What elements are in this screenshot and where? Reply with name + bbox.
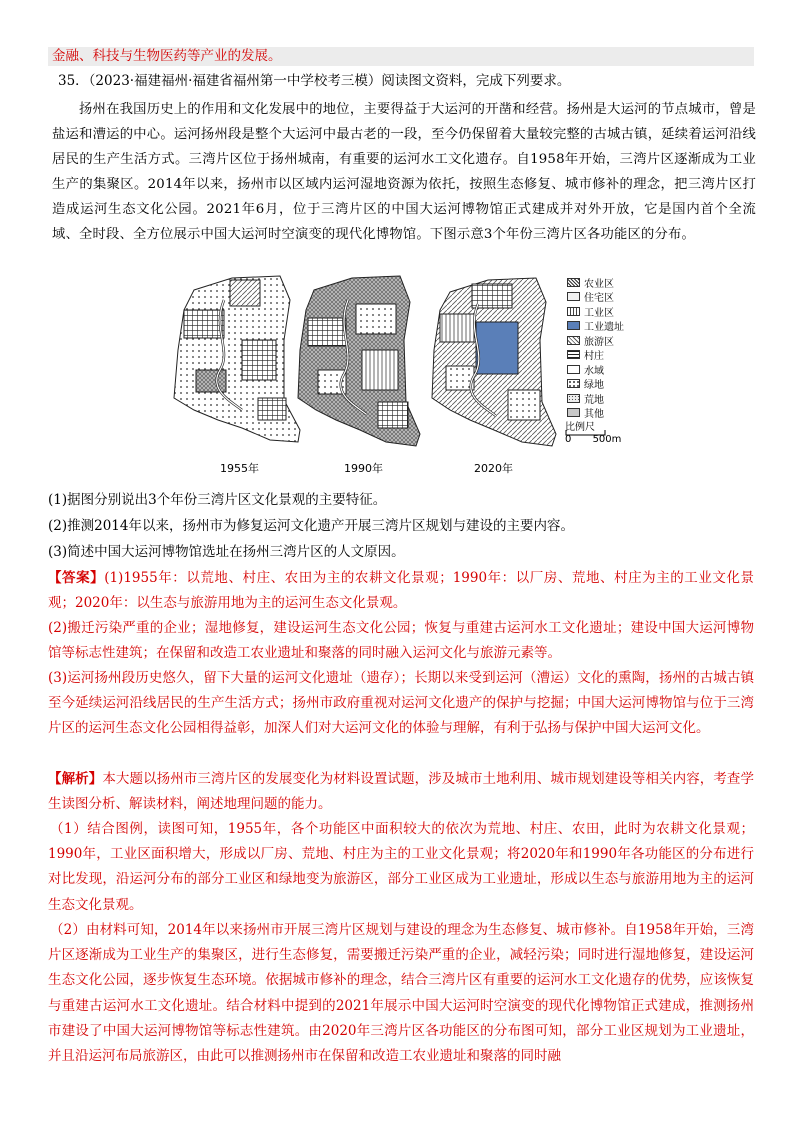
legend-label: 农业区	[584, 278, 614, 290]
sub-question-2: (2)推测2014年以来，扬州市为修复运河文化遗产开展三湾片区规划与建设的主要内容。	[48, 518, 574, 534]
farm-swatch-icon	[567, 278, 580, 287]
village-swatch-icon	[567, 350, 580, 359]
greenland-swatch-icon	[567, 379, 580, 388]
legend-item-wasteland	[567, 391, 657, 406]
answer-3: (3)运河扬州段历史悠久，留下大量的运河文化遗址（遗存）；长期以来受到运河（漕运）文化的熏陶，扬州的古城古镇至今延续运河沿线居民的生产生活方式；扬州市政府重视对运河文化遗产的保护与挖掘；中国大运河博物馆与位于三湾片区的运河生态文化公园相得益彰，加深人们对大运河文化的体验与理解，有利于弘扬与保护中国大运河文化。	[48, 670, 754, 737]
analysis-1: （1）结合图例，读图可知，1955年，各个功能区中面积较大的依次为荒地、村庄、农田，此时为农耕文化景观；1990年，工业区面积增大，形成以厂房、荒地、村庄为主的工业文化景观；将2020年和1990年各功能区的分布进行对比发现，沿运河分布的部分工业区和绿地变为旅游区，部分工业区成为工业遗址，形成以生态与旅游用地为主的运河生态文化景观。	[48, 821, 754, 913]
legend-label: 其他	[584, 409, 604, 421]
sub-question-1: (1)据图分别说出3个年份三湾片区文化景观的主要特征。	[48, 492, 387, 508]
legend-item-village	[567, 348, 657, 363]
industrial-site-swatch-icon	[567, 321, 580, 330]
analysis-intro	[48, 767, 754, 817]
legend-label: 绿地	[584, 380, 604, 392]
analysis-tag: 【解析】	[48, 771, 103, 787]
map-1990	[298, 276, 420, 446]
legend-label: 住宅区	[584, 293, 614, 305]
map-label-2020: 2020年	[474, 462, 513, 475]
map-2020	[432, 278, 556, 446]
legend-item-greenland	[567, 377, 657, 392]
map-legend	[567, 275, 657, 420]
tourism-swatch-icon	[567, 336, 580, 345]
legend-label: 工业遗址	[584, 322, 624, 334]
scale-end: 500m	[592, 434, 622, 445]
scale-line-icon	[565, 430, 645, 436]
other-swatch-icon	[567, 408, 580, 417]
sub-question-3: (3)简述中国大运河博物馆选址在扬州三湾片区的人文原因。	[48, 544, 405, 560]
answer-1-text: (1)1955年：以荒地、村庄、农田为主的农耕文化景观；1990年：以厂房、荒地、村庄为主的工业文化景观；2020年：以生态与旅游用地为主的运河生态文化景观。	[48, 570, 754, 612]
legend-label: 荒地	[584, 394, 604, 406]
legend-label: 水域	[584, 365, 604, 377]
scale-title: 比例尺	[565, 422, 595, 433]
water-swatch-icon	[567, 365, 580, 374]
scale-bar	[565, 418, 622, 445]
map-1955	[174, 276, 300, 442]
question-header: 35．（2023·福建福州·福建省福州第一中学校考三模）阅读图文资料，完成下列要求。	[58, 73, 571, 89]
scale-zero: 0	[565, 434, 572, 445]
answer-tag: 【答案】	[48, 570, 105, 586]
legend-label: 村庄	[584, 351, 604, 363]
legend-item-residential	[567, 290, 657, 305]
wasteland-swatch-icon	[567, 394, 580, 403]
legend-label: 旅游区	[584, 336, 614, 348]
legend-item-farm	[567, 275, 657, 290]
previous-answer-tail: 金融、科技与生物医药等产业的发展。	[48, 47, 754, 66]
legend-item-water	[567, 362, 657, 377]
map-label-1990: 1990年	[344, 462, 383, 475]
answer-1	[48, 566, 754, 616]
answer-2: (2)搬迁污染严重的企业；湿地修复，建设运河生态文化公园；恢复与重建古运河水工文化遗址；建设中国大运河博物馆等标志性建筑；在保留和改造工农业遗址和聚落的同时融入运河文化与旅游元素等。	[48, 620, 754, 662]
map-label-1955: 1955年	[220, 462, 259, 475]
legend-item-tourism	[567, 333, 657, 348]
legend-label: 工业区	[584, 307, 614, 319]
analysis-intro-text: 本大题以扬州市三湾片区的发展变化为材料设置试题，涉及城市土地利用、城市规划建设等相关内容，考查学生读图分析、解读材料，阐述地理问题的能力。	[48, 771, 755, 813]
residential-swatch-icon	[567, 292, 580, 301]
legend-item-industrial	[567, 304, 657, 319]
industrial-swatch-icon	[567, 307, 580, 316]
legend-item-industrial-site	[567, 319, 657, 334]
passage-text: 扬州在我国历史上的作用和文化发展中的地位，主要得益于大运河的开凿和经营。扬州是大运河的节点城市，曾是盐运和漕运的中心。运河扬州段是整个大运河中最古老的一段，至今仍保留着大量较完整的古城古镇，延续着运河沿线居民的生产生活方式。三湾片区位于扬州城南，有重要的运河水工文化遗存。自1958年开始，三湾片区逐渐成为工业生产的集聚区。2014年以来，扬州市以区域内运河湿地资源为依托，按照生态修复、城市修补的理念，把三湾片区打造成运河生态文化公园。2021年6月，位于三湾片区的中国大运河博物馆正式建成并对外开放，它是国内首个全流域、全时段、全方位展示中国大运河时空演变的现代化博物馆。下图示意3个年份三湾片区各功能区的分布。	[52, 102, 756, 242]
analysis-2: （2）由材料可知，2014年以来扬州市开展三湾片区规划与建设的理念为生态修复、城市修补。自1958年开始，三湾片区逐渐成为工业生产的集聚区，进行生态修复，需要搬迁污染严重的企业，减轻污染；同时进行湿地修复，建设运河生态文化公园，逐步恢复生态环境。依据城市修补的理念，结合三湾片区有重要的运河水工文化遗存的优势，应该恢复与重建古运河水工文化遗址。结合材料中提到的2021年展示中国大运河时空演变的现代化博物馆正式建成，推测扬州市建设了中国大运河博物馆等标志性建筑。由2020年三湾片区各功能区的分布图可知，部分工业区规划为工业遗址，并且沿运河布局旅游区，由此可以推测扬州市在保留和改造工农业遗址和聚落的同时融	[48, 922, 754, 1065]
